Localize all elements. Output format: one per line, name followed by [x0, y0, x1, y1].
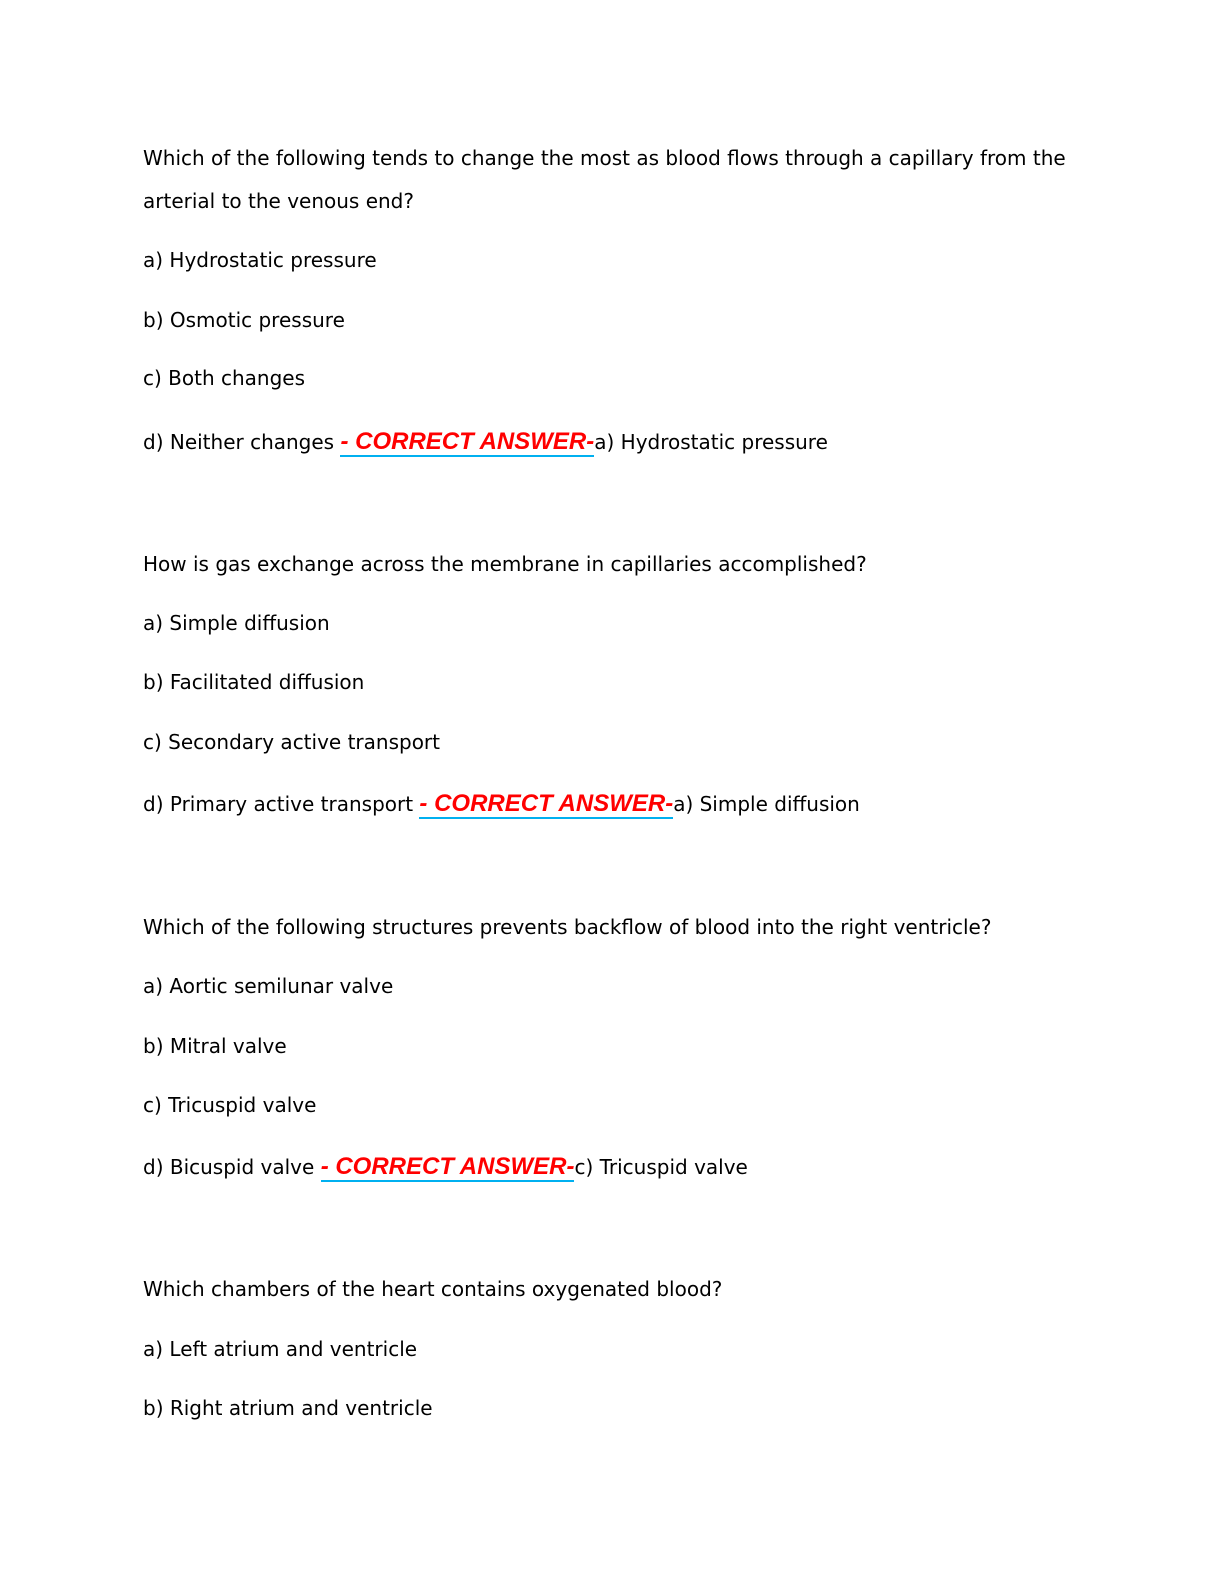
- question-3-answer: c) Tricuspid valve: [574, 1155, 748, 1179]
- correct-answer-marker: - CORRECT ANSWER-: [320, 1153, 575, 1180]
- question-3-option-d-line: [143, 1153, 748, 1181]
- question-2-stem-line-1: How is gas exchange across the membrane in capillaries accomplished?: [143, 552, 867, 576]
- question-4-stem-line-1: Which chambers of the heart contains oxygenated blood?: [143, 1277, 723, 1301]
- question-1-option-c: c) Both changes: [143, 366, 306, 390]
- question-2-answer: a) Simple diffusion: [673, 792, 860, 816]
- question-1-stem-line-2: arterial to the venous end?: [143, 189, 414, 213]
- correct-answer-marker: - CORRECT ANSWER-: [340, 428, 595, 455]
- question-1-option-d-line: [143, 428, 828, 456]
- question-3-option-a: a) Aortic semilunar valve: [143, 974, 394, 998]
- question-2-option-d-line: [143, 790, 860, 818]
- question-4-option-a: a) Left atrium and ventricle: [143, 1337, 418, 1361]
- question-3-option-d: d) Bicuspid valve: [143, 1155, 321, 1179]
- question-3-option-c: c) Tricuspid valve: [143, 1093, 317, 1117]
- question-1-option-d: d) Neither changes: [143, 430, 341, 454]
- question-1-answer: a) Hydrostatic pressure: [594, 430, 828, 454]
- question-1-option-a: a) Hydrostatic pressure: [143, 248, 377, 272]
- question-3-option-b: b) Mitral valve: [143, 1034, 287, 1058]
- question-1-stem-line-1: Which of the following tends to change the most as blood flows through a capillary from the: [143, 146, 1066, 170]
- question-4-option-b: b) Right atrium and ventricle: [143, 1396, 433, 1420]
- question-3-stem-line-1: Which of the following structures prevents backflow of blood into the right ventricle?: [143, 915, 992, 939]
- question-2-option-c: c) Secondary active transport: [143, 730, 440, 754]
- question-2-option-a: a) Simple diffusion: [143, 611, 330, 635]
- question-1-option-b: b) Osmotic pressure: [143, 308, 345, 332]
- correct-answer-marker: - CORRECT ANSWER-: [419, 790, 674, 817]
- question-2-option-d: d) Primary active transport: [143, 792, 420, 816]
- question-2-option-b: b) Facilitated diffusion: [143, 670, 365, 694]
